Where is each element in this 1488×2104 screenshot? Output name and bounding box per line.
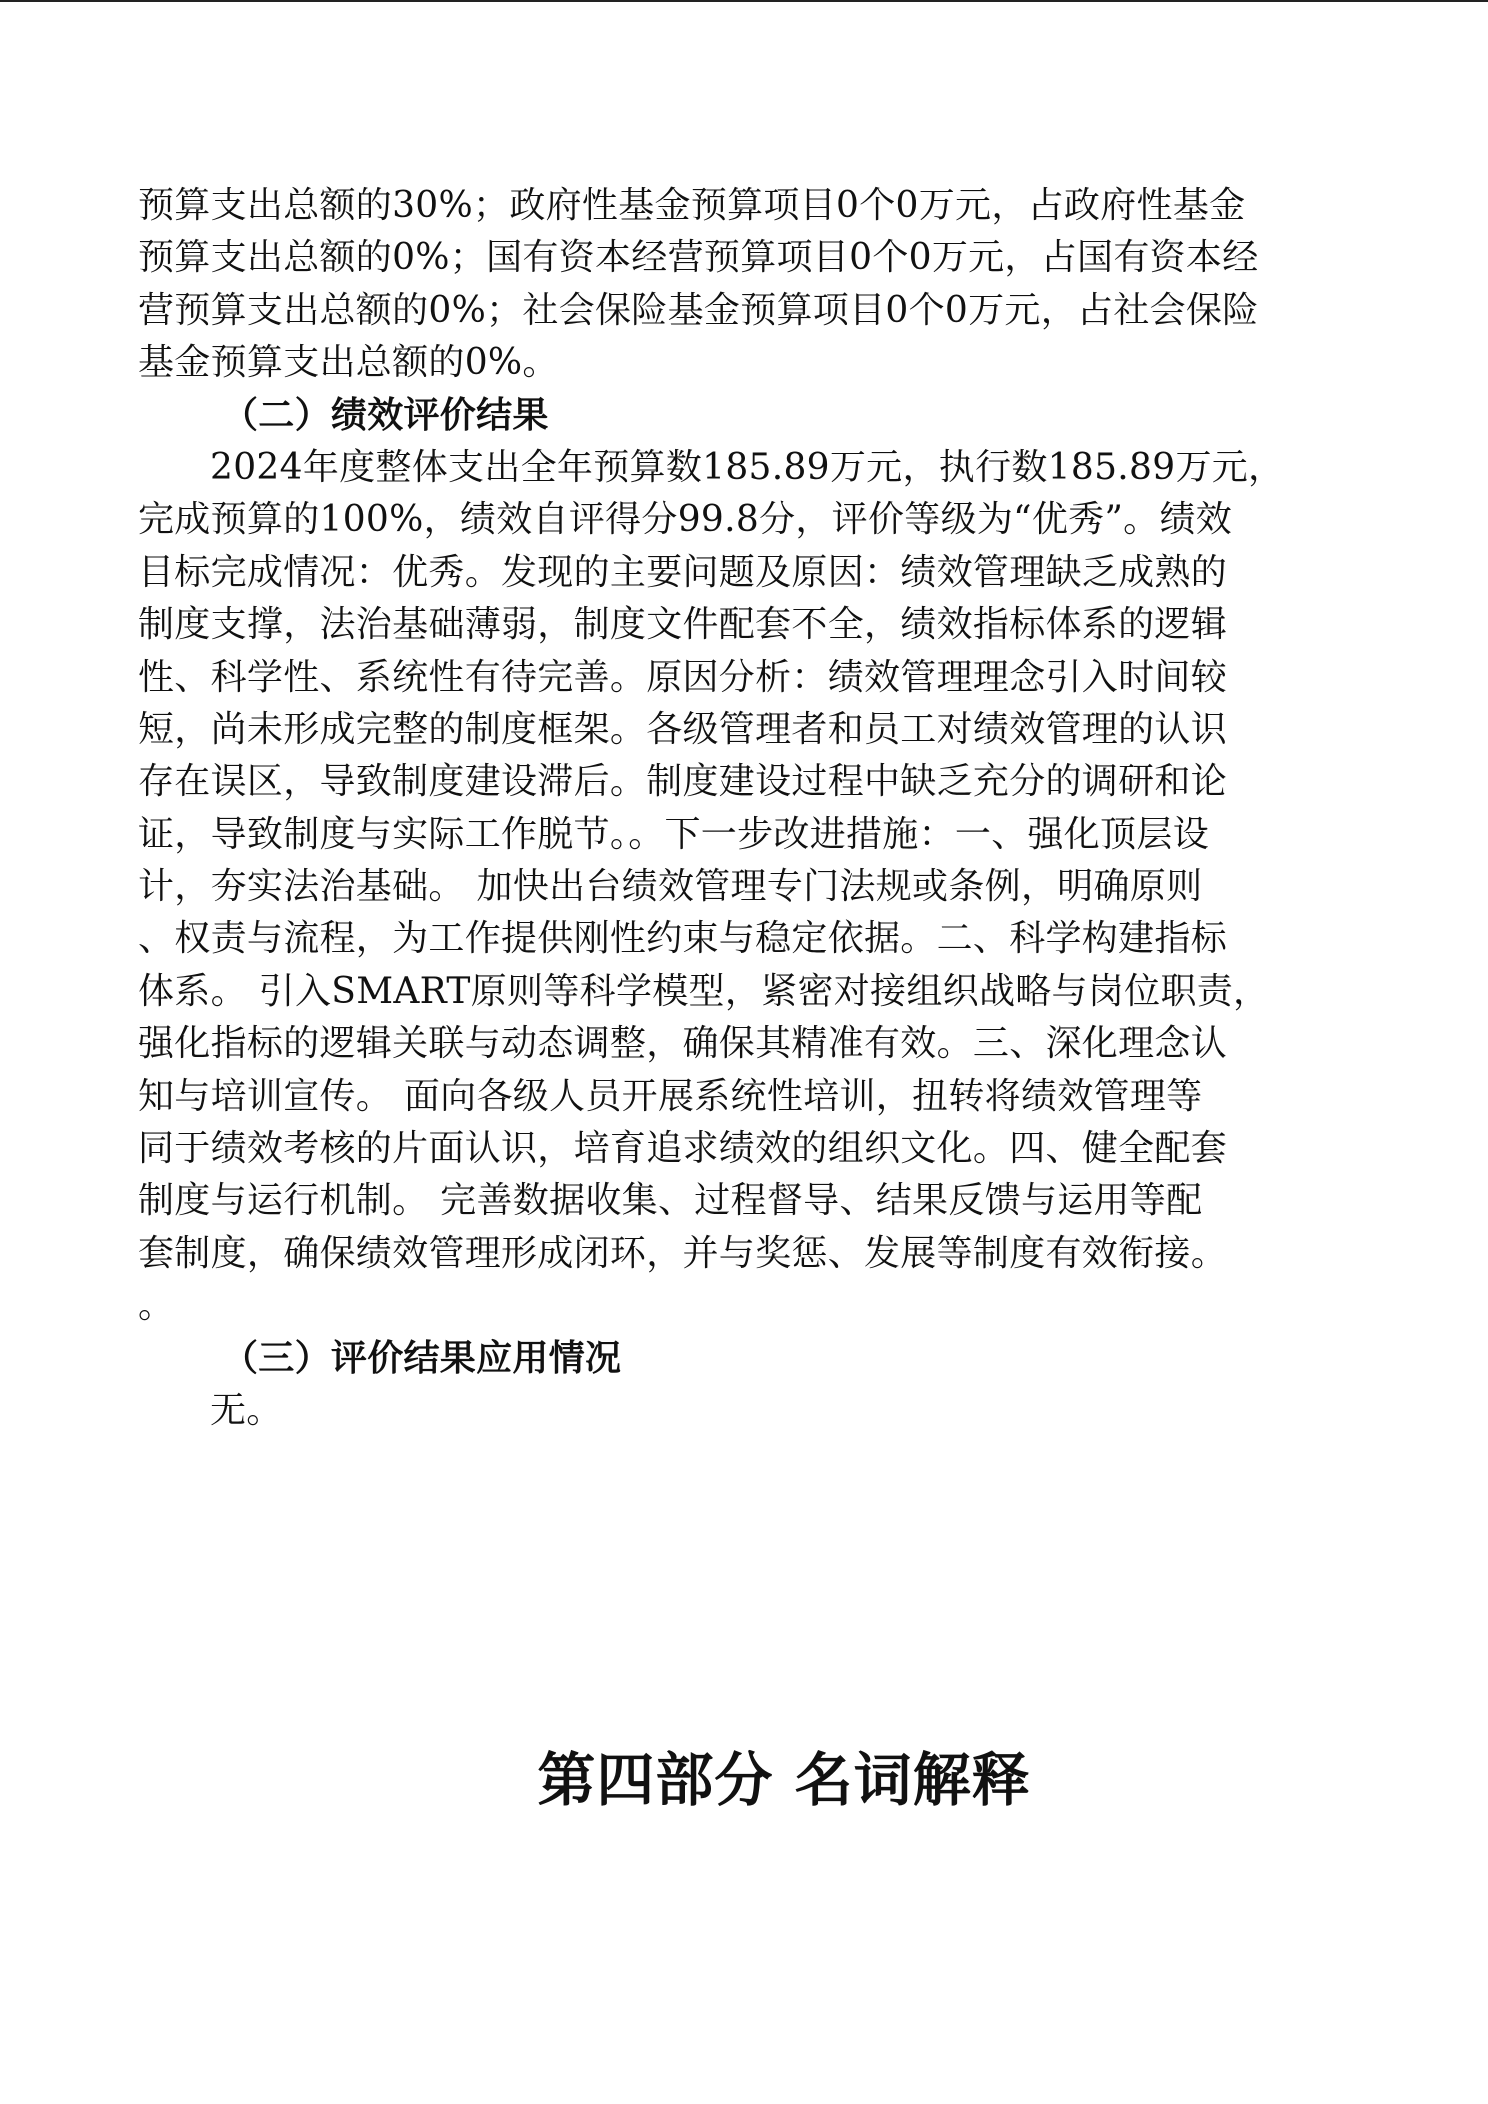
heading-result-application: （三）评价结果应用情况 xyxy=(222,1337,622,1379)
text-line: 制度支撑，法治基础薄弱，制度文件配套不全，绩效指标体系的逻辑 xyxy=(138,604,1228,646)
text-line: 目标完成情况：优秀。发现的主要问题及原因：绩效管理缺乏成熟的 xyxy=(138,551,1228,593)
text-line: 、权责与流程，为工作提供刚性约束与稳定依据。二、科学构建指标 xyxy=(138,918,1228,960)
text-line: 证，导致制度与实际工作脱节。。下一步改进措施：一、强化顶层设 xyxy=(138,813,1210,855)
paragraph-results xyxy=(138,442,1350,1333)
text-line: 存在误区，导致制度建设滞后。制度建设过程中缺乏充分的调研和论 xyxy=(138,761,1228,803)
text-line: 营预算支出总额的0%；社会保险基金预算项目0个0万元，占社会保险 xyxy=(138,289,1259,331)
text-line: 完成预算的100%，绩效自评得分99.8分，评价等级为“优秀”。绩效 xyxy=(138,499,1233,541)
text-line: 体系。 引入SMART原则等科学模型，紧密对接组织战略与岗位职责， xyxy=(138,970,1270,1012)
paragraph-application: 无。 xyxy=(210,1389,283,1431)
section-title: 第四部分 名词解释 xyxy=(537,1746,1031,1814)
page-top-border xyxy=(0,0,1488,2)
paragraph-intro xyxy=(138,180,1350,390)
document-body xyxy=(138,180,1350,1437)
text-line: 强化指标的逻辑关联与动态调整，确保其精准有效。三、深化理念认 xyxy=(138,1023,1228,1065)
text-line: 预算支出总额的30%；政府性基金预算项目0个0万元，占政府性基金 xyxy=(138,185,1246,226)
text-line: 套制度，确保绩效管理形成闭环，并与奖惩、发展等制度有效衔接。 xyxy=(138,1232,1228,1274)
text-line: 制度与运行机制。 完善数据收集、过程督导、结果反馈与运用等配 xyxy=(138,1180,1203,1222)
heading-performance-results: （二）绩效评价结果 xyxy=(222,394,549,436)
text-line: 基金预算支出总额的0%。 xyxy=(138,342,559,384)
text-line: 。 xyxy=(138,1285,175,1327)
text-line: 短，尚未形成完整的制度框架。各级管理者和员工对绩效管理的认识 xyxy=(138,708,1228,750)
text-line: 同于绩效考核的片面认识，培育追求绩效的组织文化。四、健全配套 xyxy=(138,1128,1228,1170)
text-line: 计，夯实法治基础。 加快出台绩效管理专门法规或条例，明确原则 xyxy=(138,866,1203,908)
text-line: 预算支出总额的0%；国有资本经营预算项目0个0万元，占国有资本经 xyxy=(138,237,1259,279)
text-line: 2024年度整体支出全年预算数185.89万元，执行数185.89万元， xyxy=(210,446,1285,488)
text-line: 性、科学性、系统性有待完善。原因分析：绩效管理理念引入时间较 xyxy=(138,656,1228,698)
text-line: 知与培训宣传。 面向各级人员开展系统性培训，扭转将绩效管理等 xyxy=(138,1075,1203,1117)
